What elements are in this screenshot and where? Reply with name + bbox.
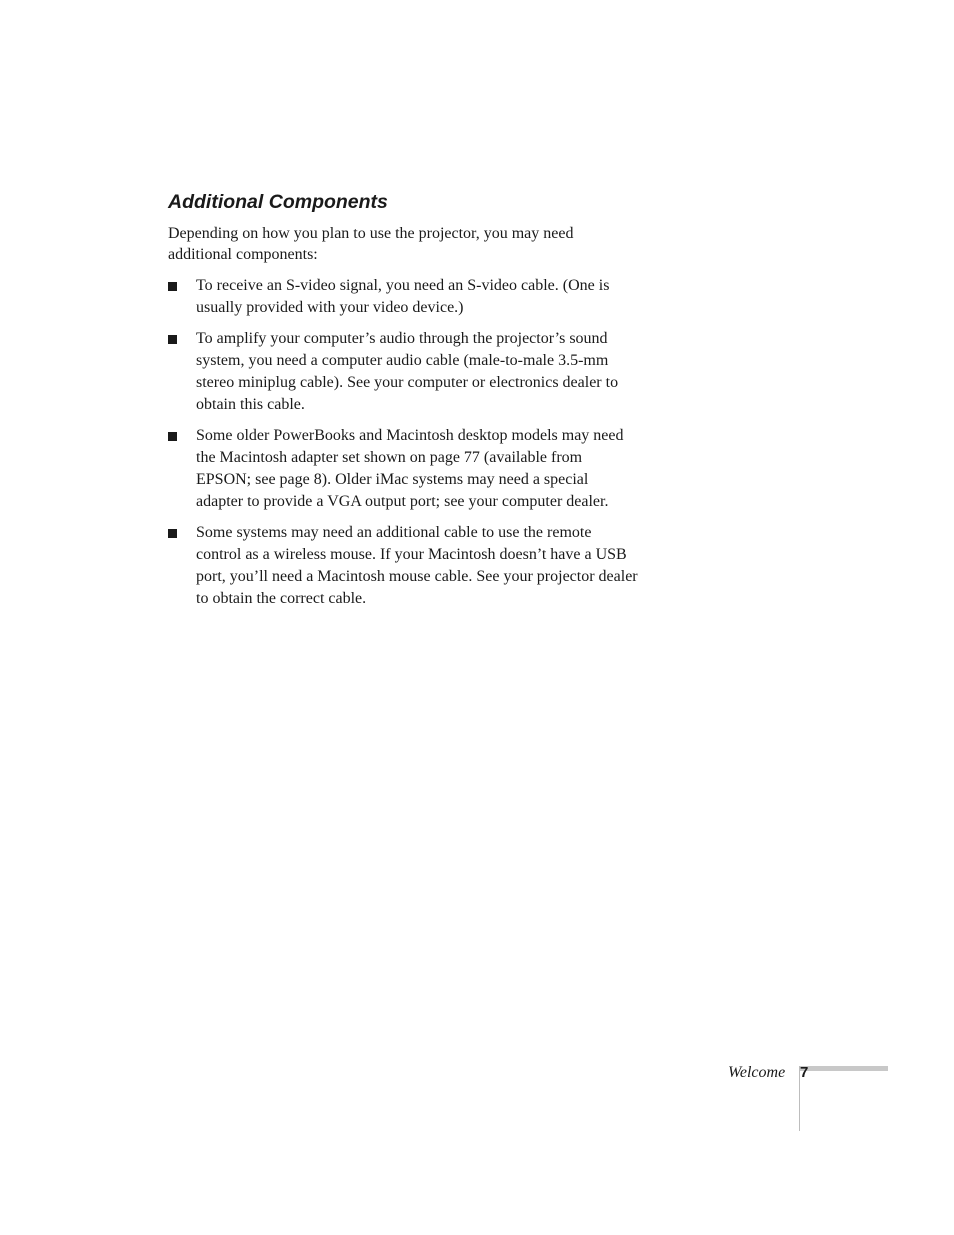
component-list bbox=[168, 275, 638, 610]
page-number: 7 bbox=[800, 1064, 809, 1081]
square-bullet-icon bbox=[168, 529, 177, 538]
footer-chapter-title: Welcome bbox=[728, 1064, 786, 1081]
square-bullet-icon bbox=[168, 282, 177, 291]
list-item bbox=[168, 425, 638, 513]
list-item-text: To amplify your computer’s audio through the projector’s sound system, you need a computer audio cable (male-to-male 3.5-mm stereo miniplug cable). See your computer or electronics dealer to obtain this cable. bbox=[196, 330, 619, 413]
list-item bbox=[168, 275, 638, 319]
list-item bbox=[168, 522, 638, 610]
section-heading: Additional Components bbox=[168, 191, 388, 213]
main-content bbox=[168, 190, 638, 619]
footer-divider bbox=[799, 1066, 888, 1071]
square-bullet-icon bbox=[168, 432, 177, 441]
list-item bbox=[168, 328, 638, 416]
list-item-text: Some systems may need an additional cable to use the remote control as a wireless mouse. If your Macintosh doesn’t have a USB port, you’ll need a Macintosh mouse cable. See your projector dealer to obtain the correct cable. bbox=[196, 524, 638, 607]
square-bullet-icon bbox=[168, 335, 177, 344]
list-item-text: Some older PowerBooks and Macintosh desktop models may need the Macintosh adapter set shown on page 77 (available from EPSON; see page 8). Older iMac systems may need a special adapter to provide a VGA output port; see your computer dealer. bbox=[196, 427, 624, 510]
intro-paragraph: Depending on how you plan to use the projector, you may need additional components: bbox=[168, 225, 574, 263]
list-item-text: To receive an S-video signal, you need an S-video cable. (One is usually provided with your video device.) bbox=[196, 277, 610, 316]
